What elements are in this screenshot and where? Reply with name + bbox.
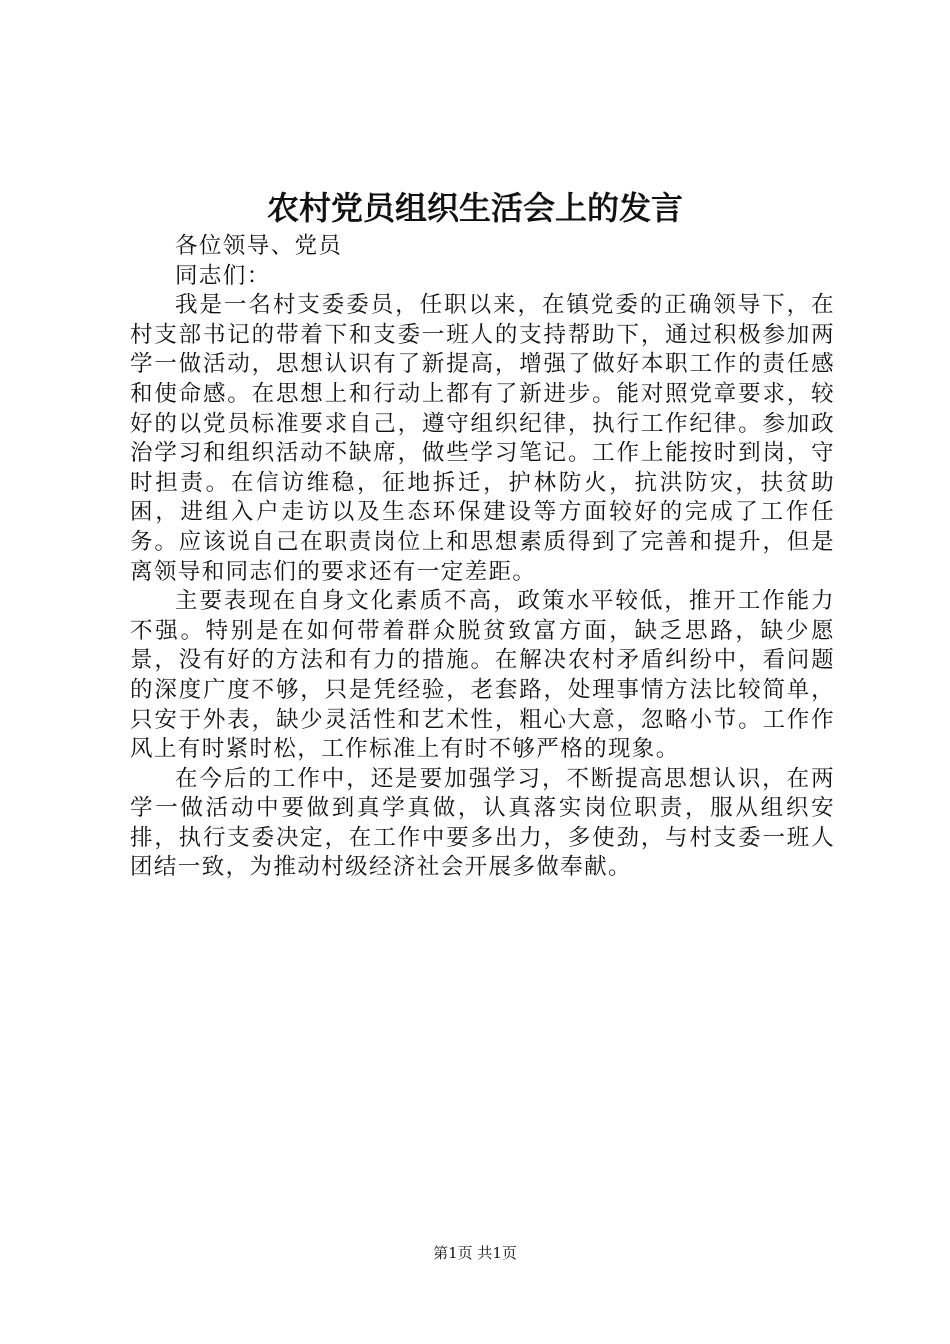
page-footer: 第1页 共1页 xyxy=(433,1244,517,1262)
body-paragraph-1: 我是一名村支委委员，任职以来，在镇党委的正确领导下，在村支部书记的带着下和支委一班人的支持帮助下，通过积极参加两学一做活动，思想认识有了新提高，增强了做好本职工作的责任感和使命感。在思想上和行动上都有了新进步。能对照党章要求，较好的以党员标准要求自己，遵守组织纪律，执行工作纪律。参加政治学习和组织活动不缺席，做些学习笔记。工作上能按时到岗，守时担责。在信访维稳，征地拆迁，护林防火，抗洪防灾，扶贫助困，进组入户走访以及生态环保建设等方面较好的完成了工作任务。应该说自己在职责岗位上和思想素质得到了完善和提升，但是离领导和同志们的要求还有一定差距。 xyxy=(130,292,835,585)
body-paragraph-3: 在今后的工作中，还是要加强学习，不断提高思想认识，在两学一做活动中要做到真学真做，认真落实岗位职责，服从组织安排，执行支委决定，在工作中要多出力，多使劲，与村支委一班人团结一致，为推动村级经济社会开展多做奉献。 xyxy=(130,765,835,881)
greeting-line-2: 同志们： xyxy=(175,262,271,289)
body-paragraph-2: 主要表现在自身文化素质不高，政策水平较低，推开工作能力不强。特别是在如何带着群众脱贫致富方面，缺乏思路，缺少愿景，没有好的方法和有力的措施。在解决农村矛盾纠纷中，看问题的深度广度不够，只是凭经验，老套路，处理事情方法比较简单，只安于外表，缺少灵活性和艺术性，粗心大意，忽略小节。工作作风上有时紧时松，工作标准上有时不够严格的现象。 xyxy=(130,588,835,763)
greeting-line-1: 各位领导、党员 xyxy=(175,233,343,259)
document-body xyxy=(130,232,835,883)
document-title: 农村党员组织生活会上的发言 xyxy=(266,189,683,227)
